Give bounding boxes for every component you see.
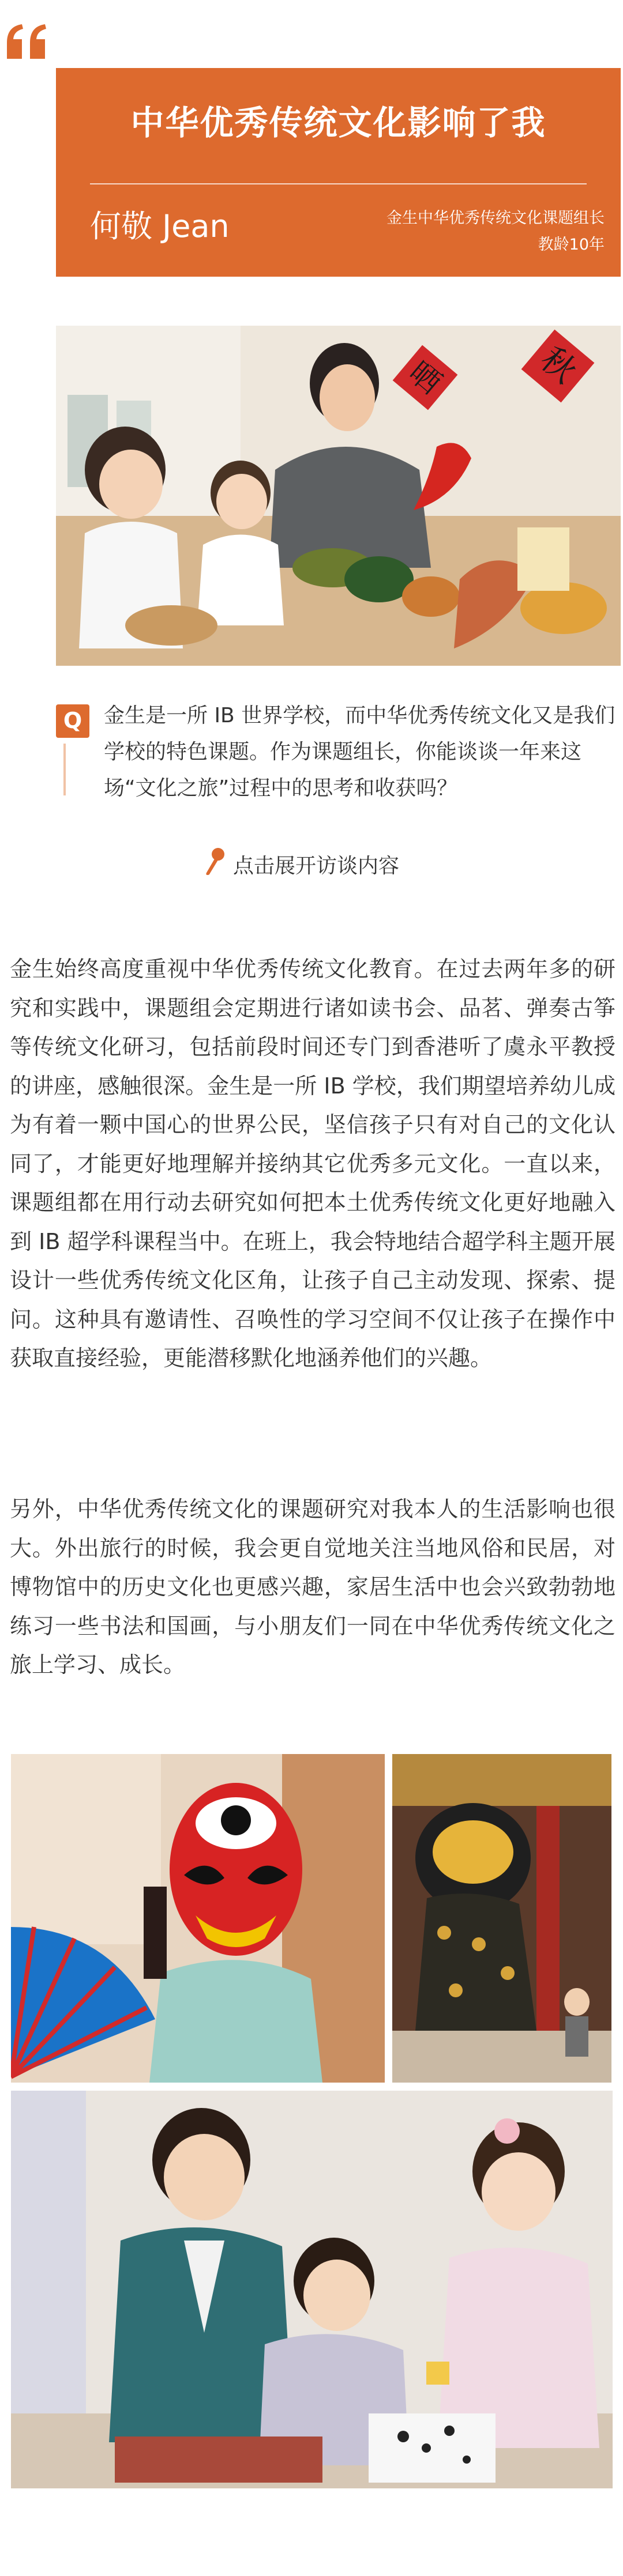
title-banner (56, 68, 621, 277)
banner-divider (90, 183, 587, 184)
expand-label: 点击展开访谈内容 (233, 854, 400, 878)
lion-dance-photo (392, 1754, 611, 2083)
quote-mark-icon (5, 23, 51, 63)
answer-paragraph-1: 金生始终高度重视中华优秀传统文化教育。在过去两年多的研究和实践中，课题组会定期进行诸如读书会、品茗、弹奏古筝等传统文化研习，包括前段时间还专门到香港听了虞永平教授的讲座，感触很深。金生是一所 IB 学校，我们期望培养幼儿成为有着一颗中国心的世界公民，坚信孩子只有对自己的文化认同了，才能更好地理解并接纳其它优秀多元文化。一直以来，课题组都在用行动去研究如何把本土优秀传统文化更好地融入到 IB 超学科课程当中。在班上，我会特地结合超学科主题开展设计一些优秀传统文化区角，让孩子自己主动发现、探索、提问。这种具有邀请性、召唤性的学习空间不仅让孩子在操作中获取直接经验，更能潜移默化地涵养他们的兴趣。 (10, 956, 616, 1371)
question-accent-line (63, 744, 66, 795)
interview-question: 金生是一所 IB 世界学校，而中华优秀传统文化又是我们学校的特色课题。作为课题组长，你能谈谈一年来这场“文化之旅”过程中的思考和收获吗？ (104, 704, 616, 800)
page-title: 中华优秀传统文化影响了我 (130, 103, 546, 142)
role-title: 金生中华优秀传统文化课题组长 (386, 209, 605, 227)
expand-interview-link[interactable] (0, 847, 623, 876)
opera-mask-photo (11, 1754, 385, 2083)
pointer-finger-icon (201, 847, 226, 876)
interviewee-name: 何敬 Jean (90, 208, 230, 244)
couplet-left-text: 晒 (402, 355, 448, 401)
interviewee-role (386, 205, 605, 258)
classroom-harvest-photo (56, 326, 621, 666)
answer-paragraph-2: 另外，中华优秀传统文化的课题研究对我本人的生活影响也很大。外出旅行的时候，我会更自觉地关注当地风俗和民居，对博物馆中的历史文化也更感兴趣，家居生活中也会兴致勃勃地练习一些书法和国画，与小朋友们一同在中华优秀传统文化之旅上学习、成长。 (10, 1496, 616, 1677)
couplet-right-text: 秋 (533, 339, 584, 391)
hanfu-printing-photo (11, 2091, 613, 2488)
teaching-years: 教龄10年 (538, 236, 605, 254)
question-icon: Q (56, 704, 89, 738)
